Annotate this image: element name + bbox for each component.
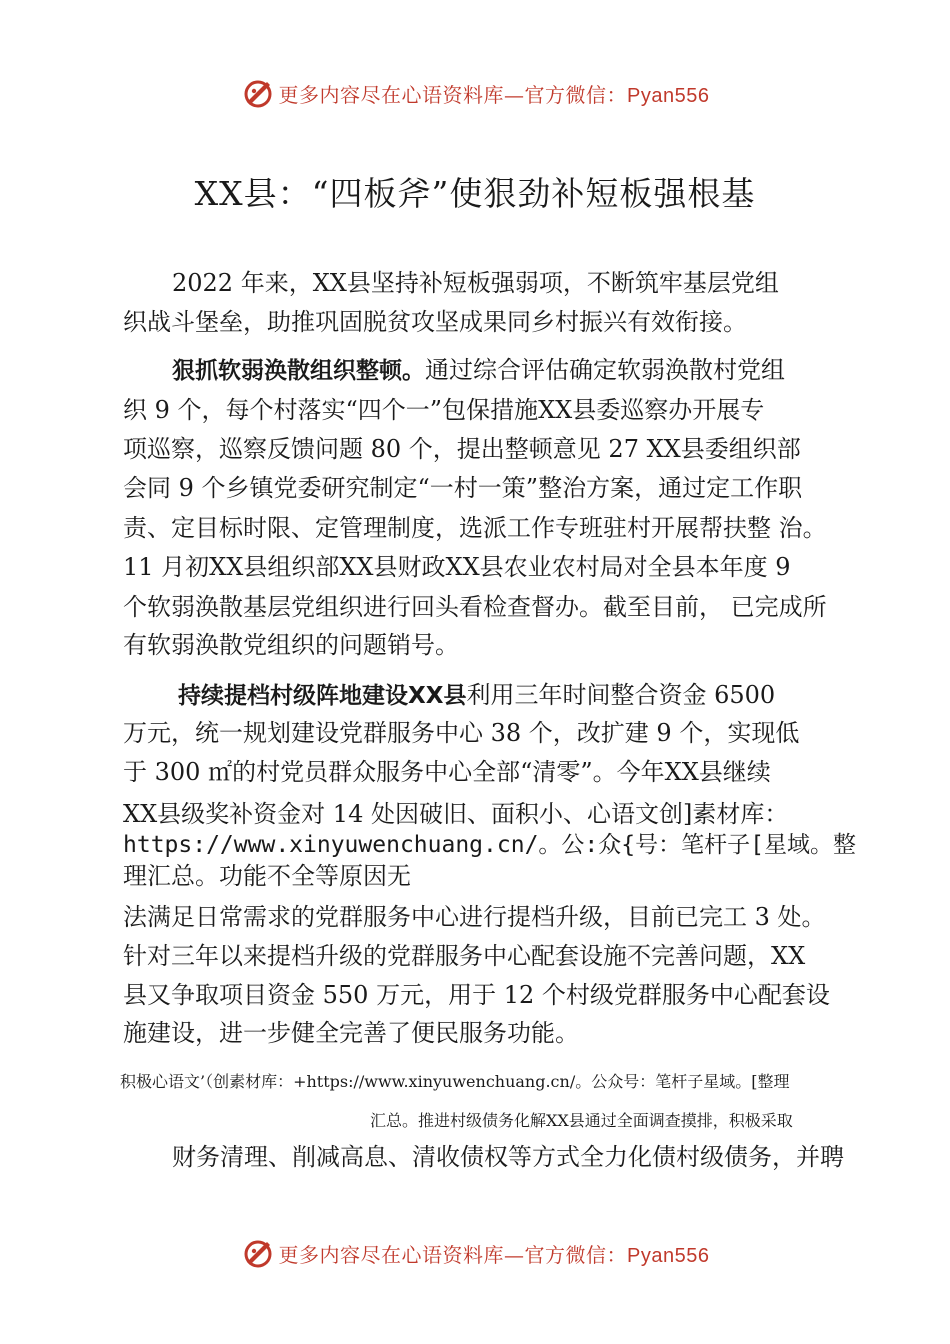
p2-line-7: 法满足日常需求的党群服务中心进行提档升级，目前已完工 3 处。 xyxy=(123,903,826,931)
p2-line-8: 针对三年以来提档升级的党群服务中心配套设施不完善问题，XX xyxy=(123,942,806,970)
p1-line-6: 11 月初XX县组织部XX县财政XX县农业农村局对全县本年度 9 xyxy=(123,553,791,581)
p2-line-4: XX县级奖补资金对 14 处因破旧、面积小、心语文创]素材库： xyxy=(123,800,789,828)
p1-line-7: 个软弱涣散基层党组织进行回头看检查督办。截至目前， 已完成所 xyxy=(123,593,827,621)
p1-line-2: 织 9 个，每个村落实“四个一”包保措施XX县委巡察办开展专 xyxy=(123,396,765,424)
page-title: XX县：“四板斧”使狠劲补短板强根基 xyxy=(194,174,756,213)
p1-line-4: 会同 9 个乡镇党委研究制定“一村一策”整治方案，通过定工作职 xyxy=(123,474,803,502)
p2-heading: 持续提档村级阵地建设XX县 xyxy=(178,683,467,709)
p2-line-1: 持续提档村级阵地建设XX县利用三年时间整合资金 6500 xyxy=(178,681,776,709)
pen-circle-logo-icon xyxy=(241,1236,275,1270)
p2-line-10: 施建设，进一步健全完善了便民服务功能。 xyxy=(123,1019,579,1047)
header-banner xyxy=(0,73,950,113)
p1-line-1: 狠抓软弱涣散组织整顿。通过综合评估确定软弱涣散村党组 xyxy=(172,356,785,384)
p3-small-line-2: 汇总。推进村级债务化解XX县通过全面调查摸排，积极采取 xyxy=(370,1111,793,1130)
p2-line-3: 于 300 ㎡的村党员群众服务中心全部“清零”。今年XX县继续 xyxy=(123,758,771,786)
p2-line-9: 县又争取项目资金 550 万元，用于 12 个村级党群服务中心配套设 xyxy=(123,981,830,1009)
p1-line-8: 有软弱涣散党组织的问题销号。 xyxy=(123,631,459,659)
intro-line-1: 2022 年来，XX县坚持补短板强弱项，不断筑牢基层党组 xyxy=(172,269,779,297)
p1-line-5: 责、定目标时限、定管理制度，选派工作专班驻村开展帮扶整 治。 xyxy=(123,514,827,542)
banner-text: 更多内容尽在心语资料库—官方微信：Pyan556 xyxy=(278,82,710,107)
wechat-id: Pyan556 xyxy=(627,84,710,107)
pen-circle-logo-icon xyxy=(241,76,275,110)
p3-small-line-1: 积极心语文’（创素材库：+https://www.xinyuwenchuang.cn/。公众号：笔杆子星域。[整理 xyxy=(120,1072,790,1091)
p3-line-1: 财务清理、削减高息、清收债权等方式全力化债村级债务，并聘 xyxy=(172,1143,844,1171)
p2-line-2: 万元，统一规划建设党群服务中心 38 个，改扩建 9 个，实现低 xyxy=(123,719,800,747)
p1-heading: 狠抓软弱涣散组织整顿。 xyxy=(172,358,425,384)
footer-banner xyxy=(0,1233,950,1273)
wechat-id: Pyan556 xyxy=(627,1244,710,1267)
intro-line-2: 织战斗堡垒，助推巩固脱贫攻坚成果同乡村振兴有效衔接。 xyxy=(123,308,747,336)
p2-line-5: https://www.xinyuwenchuang.cn/。公:众{号：笔杆子[星域。整 xyxy=(123,832,856,858)
p2-line-6: 理汇总。功能不全等原因无 xyxy=(123,862,411,890)
p1-line-3: 项巡察，巡察反馈问题 80 个，提出整顿意见 27 XX县委组织部 xyxy=(123,435,801,463)
banner-text: 更多内容尽在心语资料库—官方微信：Pyan556 xyxy=(278,1242,710,1267)
